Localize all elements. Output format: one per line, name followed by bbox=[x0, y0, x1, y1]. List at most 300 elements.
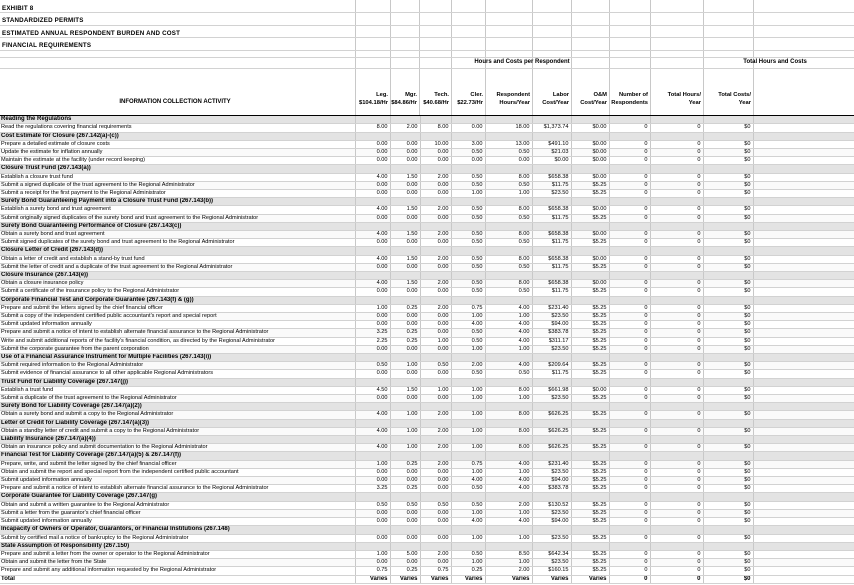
section-header-row bbox=[0, 165, 854, 173]
value-cell: 0.00 bbox=[390, 518, 420, 526]
table-row bbox=[0, 230, 854, 238]
value-cell bbox=[532, 526, 571, 534]
value-cell bbox=[650, 247, 703, 255]
value-cell bbox=[390, 198, 420, 206]
value-cell: 0 bbox=[609, 140, 650, 148]
section-title: Letter of Credit for Liability Coverage (267.147(a)(3)) bbox=[0, 419, 355, 427]
burden-table bbox=[0, 116, 854, 584]
value-cell: 0.50 bbox=[485, 288, 532, 296]
value-cell: 0.50 bbox=[451, 214, 485, 222]
value-cell: 0 bbox=[650, 534, 703, 542]
section-header-row bbox=[0, 222, 854, 230]
value-cell: $5.25 bbox=[571, 337, 609, 345]
value-cell: 1.00 bbox=[451, 395, 485, 403]
column-header-line: Total Hours/ bbox=[667, 92, 701, 98]
value-cell: 0 bbox=[650, 485, 703, 493]
value-cell bbox=[451, 247, 485, 255]
value-cell: 0.00 bbox=[390, 534, 420, 542]
value-cell: 4.50 bbox=[355, 386, 390, 394]
empty-cell bbox=[753, 485, 854, 493]
value-cell bbox=[420, 354, 451, 362]
value-cell: 1.50 bbox=[390, 255, 420, 263]
value-cell: $0 bbox=[703, 189, 753, 197]
value-cell: 0 bbox=[650, 321, 703, 329]
value-cell bbox=[485, 116, 532, 124]
empty-cell bbox=[753, 370, 854, 378]
value-cell bbox=[650, 132, 703, 140]
value-cell: $0.00 bbox=[571, 140, 609, 148]
value-cell bbox=[451, 296, 485, 304]
value-cell: 0.00 bbox=[355, 370, 390, 378]
value-cell: 8.00 bbox=[485, 280, 532, 288]
value-cell: 0.50 bbox=[451, 230, 485, 238]
value-cell bbox=[703, 165, 753, 173]
value-cell: 0.00 bbox=[390, 239, 420, 247]
value-cell: $5.25 bbox=[571, 189, 609, 197]
value-cell: 0 bbox=[609, 534, 650, 542]
value-cell: 0.00 bbox=[355, 534, 390, 542]
value-cell bbox=[703, 247, 753, 255]
value-cell: 0 bbox=[609, 206, 650, 214]
value-cell: 2.00 bbox=[420, 444, 451, 452]
value-cell: 0.00 bbox=[355, 189, 390, 197]
table-row bbox=[0, 148, 854, 156]
value-cell: 0 bbox=[609, 485, 650, 493]
value-cell: $0.00 bbox=[571, 206, 609, 214]
activity-cell: Prepare and submit any additional information requested by the Regional Administrator bbox=[0, 567, 355, 575]
value-cell bbox=[571, 247, 609, 255]
value-cell: 0 bbox=[650, 386, 703, 394]
activity-cell: Submit a signed duplicate of the trust agreement to the Regional Administrator bbox=[0, 181, 355, 189]
empty-cell bbox=[753, 559, 854, 567]
value-cell: 0 bbox=[650, 575, 703, 583]
value-cell: $5.25 bbox=[571, 534, 609, 542]
value-cell: 0.00 bbox=[420, 370, 451, 378]
header-row-divider bbox=[0, 68, 854, 69]
column-header-line: O&M bbox=[593, 92, 607, 98]
value-cell bbox=[390, 247, 420, 255]
column-header-line: Leg. bbox=[376, 92, 388, 98]
value-cell: 0 bbox=[650, 460, 703, 468]
value-cell bbox=[355, 116, 390, 124]
value-cell bbox=[355, 526, 390, 534]
value-cell: 4.00 bbox=[451, 518, 485, 526]
value-cell bbox=[571, 165, 609, 173]
value-cell: $0 bbox=[703, 460, 753, 468]
total-label: Total bbox=[0, 575, 355, 583]
section-header-row bbox=[0, 452, 854, 460]
empty-cell bbox=[753, 468, 854, 476]
value-cell: $130.52 bbox=[532, 501, 571, 509]
table-row bbox=[0, 288, 854, 296]
section-header-row bbox=[0, 403, 854, 411]
table-row bbox=[0, 239, 854, 247]
value-cell bbox=[485, 354, 532, 362]
value-cell bbox=[532, 272, 571, 280]
value-cell: 1.50 bbox=[390, 206, 420, 214]
value-cell: 0 bbox=[609, 362, 650, 370]
value-cell: 2.00 bbox=[420, 255, 451, 263]
value-cell bbox=[703, 493, 753, 501]
value-cell: 0.00 bbox=[355, 157, 390, 165]
empty-cell bbox=[753, 165, 854, 173]
activity-cell: Establish a surety bond and trust agreement bbox=[0, 206, 355, 214]
value-cell: $5.25 bbox=[571, 304, 609, 312]
value-cell bbox=[703, 452, 753, 460]
value-cell: $0 bbox=[703, 509, 753, 517]
activity-cell: Obtain a standby letter of credit and submit a copy to the Regional Administrator bbox=[0, 427, 355, 435]
activity-cell: Prepare a detailed estimate of closure costs bbox=[0, 140, 355, 148]
value-cell bbox=[420, 165, 451, 173]
value-cell bbox=[532, 132, 571, 140]
value-cell: $5.25 bbox=[571, 477, 609, 485]
value-cell bbox=[355, 198, 390, 206]
column-header bbox=[668, 91, 701, 107]
column-header-line: $84.86/Hr bbox=[391, 100, 417, 106]
column-header bbox=[391, 91, 417, 107]
value-cell: 1.00 bbox=[451, 345, 485, 353]
value-cell bbox=[390, 132, 420, 140]
value-cell: 1.00 bbox=[451, 313, 485, 321]
value-cell bbox=[451, 542, 485, 550]
value-cell bbox=[420, 403, 451, 411]
activity-cell: Establish a closure trust fund bbox=[0, 173, 355, 181]
value-cell: 0.00 bbox=[451, 124, 485, 132]
value-cell: 3.25 bbox=[355, 329, 390, 337]
value-cell: 0.00 bbox=[390, 140, 420, 148]
value-cell bbox=[703, 403, 753, 411]
section-title: Closure Trust Fund (267.143(a)) bbox=[0, 165, 355, 173]
value-cell: 0.00 bbox=[390, 189, 420, 197]
value-cell: 0.50 bbox=[451, 329, 485, 337]
value-cell bbox=[485, 452, 532, 460]
value-cell bbox=[650, 436, 703, 444]
value-cell bbox=[571, 403, 609, 411]
value-cell: 0.00 bbox=[390, 509, 420, 517]
section-title: Cost Estimate for Closure (267.142(a)-(c)) bbox=[0, 132, 355, 140]
value-cell: $5.25 bbox=[571, 567, 609, 575]
activity-cell: Prepare and submit a letter from the owner or operator to the Regional Administrator bbox=[0, 550, 355, 558]
value-cell: $5.25 bbox=[571, 288, 609, 296]
value-cell bbox=[485, 378, 532, 386]
header-column-divider bbox=[753, 0, 754, 116]
value-cell bbox=[355, 493, 390, 501]
value-cell: $11.75 bbox=[532, 263, 571, 271]
empty-cell bbox=[753, 116, 854, 124]
table-row bbox=[0, 337, 854, 345]
value-cell: $0 bbox=[703, 321, 753, 329]
value-cell: 0.50 bbox=[451, 280, 485, 288]
value-cell: $626.25 bbox=[532, 427, 571, 435]
activity-cell: Submit updated information annually bbox=[0, 477, 355, 485]
activity-cell: Submit signed duplicates of the surety bond and trust agreement to the Regional Administrator bbox=[0, 239, 355, 247]
value-cell: 0.00 bbox=[355, 321, 390, 329]
value-cell bbox=[571, 272, 609, 280]
value-cell: 0.00 bbox=[420, 518, 451, 526]
value-cell bbox=[485, 419, 532, 427]
value-cell: 0.00 bbox=[420, 288, 451, 296]
value-cell: $160.15 bbox=[532, 567, 571, 575]
value-cell bbox=[571, 296, 609, 304]
table-row bbox=[0, 124, 854, 132]
value-cell: 0.50 bbox=[451, 148, 485, 156]
value-cell: $5.25 bbox=[571, 559, 609, 567]
value-cell: $5.25 bbox=[571, 509, 609, 517]
exhibit-title: EXHIBIT 8 bbox=[2, 5, 34, 12]
table-row bbox=[0, 189, 854, 197]
value-cell: 4.00 bbox=[355, 230, 390, 238]
value-cell: $0 bbox=[703, 534, 753, 542]
value-cell: 0 bbox=[650, 444, 703, 452]
value-cell: 0 bbox=[609, 337, 650, 345]
value-cell: 2.00 bbox=[420, 550, 451, 558]
value-cell: 0 bbox=[650, 304, 703, 312]
value-cell bbox=[650, 526, 703, 534]
value-cell: $5.25 bbox=[571, 313, 609, 321]
value-cell bbox=[532, 116, 571, 124]
table-row bbox=[0, 468, 854, 476]
table-row bbox=[0, 534, 854, 542]
value-cell: 1.00 bbox=[485, 534, 532, 542]
value-cell: 0.00 bbox=[390, 477, 420, 485]
value-cell bbox=[485, 272, 532, 280]
value-cell: 4.00 bbox=[485, 321, 532, 329]
activity-cell: Prepare and submit a notice of intent to establish alternate financial assurance to the Regional Administrator bbox=[0, 329, 355, 337]
value-cell bbox=[609, 165, 650, 173]
value-cell: 0.00 bbox=[355, 148, 390, 156]
value-cell bbox=[485, 436, 532, 444]
value-cell: 0 bbox=[650, 370, 703, 378]
activity-cell: Prepare, write, and submit the letter signed by the chief financial officer bbox=[0, 460, 355, 468]
value-cell: 0 bbox=[650, 362, 703, 370]
value-cell bbox=[650, 493, 703, 501]
value-cell bbox=[532, 296, 571, 304]
value-cell bbox=[532, 198, 571, 206]
value-cell: 0 bbox=[609, 230, 650, 238]
value-cell: $0 bbox=[703, 518, 753, 526]
value-cell bbox=[355, 378, 390, 386]
column-header-line: Number of bbox=[619, 92, 648, 98]
value-cell bbox=[703, 378, 753, 386]
value-cell bbox=[420, 542, 451, 550]
value-cell: 0.50 bbox=[355, 501, 390, 509]
value-cell: 1.00 bbox=[451, 189, 485, 197]
value-cell: 0 bbox=[609, 173, 650, 181]
value-cell: $0.00 bbox=[571, 255, 609, 263]
value-cell: $0 bbox=[703, 140, 753, 148]
value-cell: 0.50 bbox=[451, 501, 485, 509]
value-cell: 0 bbox=[650, 567, 703, 575]
value-cell: 2.00 bbox=[390, 124, 420, 132]
value-cell: $94.00 bbox=[532, 518, 571, 526]
column-header-line: Cost/Year bbox=[542, 100, 569, 106]
value-cell: 0.00 bbox=[355, 518, 390, 526]
section-header-row bbox=[0, 436, 854, 444]
value-cell bbox=[650, 272, 703, 280]
value-cell bbox=[355, 403, 390, 411]
value-cell bbox=[571, 378, 609, 386]
value-cell: $23.50 bbox=[532, 313, 571, 321]
value-cell bbox=[485, 222, 532, 230]
value-cell: 0 bbox=[609, 559, 650, 567]
value-cell: 0 bbox=[609, 395, 650, 403]
section-title: Corporate Financial Test and Corporate Guarantee (267.143(f) & (g)) bbox=[0, 296, 355, 304]
table-row bbox=[0, 345, 854, 353]
header-column-divider bbox=[355, 0, 356, 116]
value-cell bbox=[650, 542, 703, 550]
value-cell: $5.25 bbox=[571, 395, 609, 403]
empty-cell bbox=[753, 460, 854, 468]
column-header-line: Year bbox=[738, 100, 751, 106]
table-row bbox=[0, 509, 854, 517]
value-cell: 0.00 bbox=[390, 321, 420, 329]
value-cell: $94.00 bbox=[532, 477, 571, 485]
value-cell: 0.50 bbox=[355, 362, 390, 370]
value-cell: $5.25 bbox=[571, 444, 609, 452]
value-cell bbox=[571, 452, 609, 460]
value-cell: 0.00 bbox=[420, 395, 451, 403]
section-title: State Assumption of Responsibility (267.150) bbox=[0, 542, 355, 550]
activity-cell: Obtain a letter of credit and establish a stand-by trust fund bbox=[0, 255, 355, 263]
section-title: Corporate Guarantee for Liability Coverage (267.147(g) bbox=[0, 493, 355, 501]
value-cell: 4.00 bbox=[355, 173, 390, 181]
value-cell: 2.00 bbox=[420, 427, 451, 435]
value-cell bbox=[420, 247, 451, 255]
value-cell: 8.00 bbox=[420, 124, 451, 132]
value-cell bbox=[650, 222, 703, 230]
value-cell: 0 bbox=[609, 509, 650, 517]
value-cell: 4.00 bbox=[485, 460, 532, 468]
header-column-divider bbox=[532, 0, 533, 116]
burden-title: ESTIMATED ANNUAL RESPONDENT BURDEN AND COST bbox=[2, 29, 181, 37]
activity-cell: Submit a certificate of the insurance policy to the Regional Administrator bbox=[0, 288, 355, 296]
value-cell: 0.00 bbox=[390, 214, 420, 222]
activity-cell: Submit originally signed duplicates of the surety bond and trust agreement to the Regional Administrator bbox=[0, 214, 355, 222]
value-cell: $0 bbox=[703, 280, 753, 288]
section-header-row bbox=[0, 247, 854, 255]
empty-cell bbox=[753, 518, 854, 526]
empty-cell bbox=[753, 444, 854, 452]
value-cell: $0 bbox=[703, 395, 753, 403]
table-row bbox=[0, 313, 854, 321]
value-cell: $0 bbox=[703, 124, 753, 132]
value-cell bbox=[485, 403, 532, 411]
value-cell: 1.00 bbox=[390, 362, 420, 370]
table-row bbox=[0, 214, 854, 222]
value-cell bbox=[390, 296, 420, 304]
value-cell bbox=[390, 526, 420, 534]
value-cell: $658.38 bbox=[532, 206, 571, 214]
total-row bbox=[0, 575, 854, 583]
value-cell: 3.00 bbox=[451, 140, 485, 148]
value-cell: 0.00 bbox=[390, 288, 420, 296]
value-cell: 0.25 bbox=[451, 567, 485, 575]
value-cell: 2.00 bbox=[420, 304, 451, 312]
value-cell: 0.00 bbox=[420, 148, 451, 156]
section-header-row bbox=[0, 116, 854, 124]
value-cell bbox=[532, 247, 571, 255]
value-cell: 2.00 bbox=[420, 206, 451, 214]
value-cell: 4.00 bbox=[485, 477, 532, 485]
table-row bbox=[0, 460, 854, 468]
activity-cell: Obtain and submit the report and special report from the independent certified public accountant bbox=[0, 468, 355, 476]
value-cell bbox=[485, 493, 532, 501]
value-cell: $23.50 bbox=[532, 468, 571, 476]
value-cell bbox=[703, 198, 753, 206]
value-cell: 0.00 bbox=[420, 509, 451, 517]
value-cell: 0 bbox=[650, 329, 703, 337]
value-cell: 1.00 bbox=[485, 313, 532, 321]
value-cell: $0 bbox=[703, 477, 753, 485]
value-cell: 1.00 bbox=[451, 468, 485, 476]
value-cell: 0.50 bbox=[451, 337, 485, 345]
value-cell bbox=[703, 116, 753, 124]
value-cell: 2.00 bbox=[451, 362, 485, 370]
table-row bbox=[0, 411, 854, 419]
value-cell: 0 bbox=[609, 468, 650, 476]
value-cell: 0.00 bbox=[420, 534, 451, 542]
value-cell: 0 bbox=[609, 157, 650, 165]
value-cell: 0 bbox=[609, 280, 650, 288]
value-cell: $626.25 bbox=[532, 444, 571, 452]
value-cell: $11.75 bbox=[532, 239, 571, 247]
column-header bbox=[423, 91, 449, 107]
empty-cell bbox=[753, 124, 854, 132]
value-cell bbox=[650, 354, 703, 362]
value-cell: 0.00 bbox=[355, 313, 390, 321]
table-row bbox=[0, 206, 854, 214]
value-cell bbox=[451, 419, 485, 427]
value-cell bbox=[609, 132, 650, 140]
value-cell: 0.50 bbox=[485, 148, 532, 156]
column-header-line: Total Costs/ bbox=[718, 92, 751, 98]
value-cell: 0 bbox=[650, 427, 703, 435]
value-cell: 0.00 bbox=[420, 477, 451, 485]
activity-cell: Prepare and submit the letters signed by the chief financial officer bbox=[0, 304, 355, 312]
value-cell: $5.25 bbox=[571, 329, 609, 337]
empty-cell bbox=[753, 509, 854, 517]
value-cell bbox=[420, 198, 451, 206]
value-cell: 0.00 bbox=[355, 477, 390, 485]
column-header-line: $104.18/Hr bbox=[358, 100, 388, 106]
value-cell: 0.00 bbox=[420, 181, 451, 189]
value-cell: 0 bbox=[650, 559, 703, 567]
value-cell: 8.00 bbox=[355, 124, 390, 132]
value-cell: 0 bbox=[650, 181, 703, 189]
value-cell: $5.25 bbox=[571, 485, 609, 493]
value-cell: 0.00 bbox=[420, 263, 451, 271]
section-title: Financial Test for Liability Coverage (267.147(a)(5) & 267.147(f)) bbox=[0, 452, 355, 460]
activity-cell: Update the estimate for inflation annually bbox=[0, 148, 355, 156]
value-cell: $5.25 bbox=[571, 321, 609, 329]
value-cell: 0.75 bbox=[451, 304, 485, 312]
value-cell bbox=[420, 526, 451, 534]
activity-cell: Submit the letter of credit and a duplicate of the trust agreement to the Regional Administrator bbox=[0, 263, 355, 271]
value-cell bbox=[703, 526, 753, 534]
value-cell: 0.00 bbox=[390, 559, 420, 567]
value-cell bbox=[485, 542, 532, 550]
value-cell bbox=[420, 436, 451, 444]
empty-cell bbox=[753, 534, 854, 542]
value-cell: 8.00 bbox=[485, 411, 532, 419]
value-cell: $23.50 bbox=[532, 345, 571, 353]
empty-cell bbox=[753, 403, 854, 411]
value-cell bbox=[571, 222, 609, 230]
value-cell: 1.50 bbox=[390, 386, 420, 394]
value-cell bbox=[609, 354, 650, 362]
section-title: Closure Letter of Credit (267.143(d)) bbox=[0, 247, 355, 255]
activity-cell: Submit a receipt for the first payment to the Regional Administrator bbox=[0, 189, 355, 197]
